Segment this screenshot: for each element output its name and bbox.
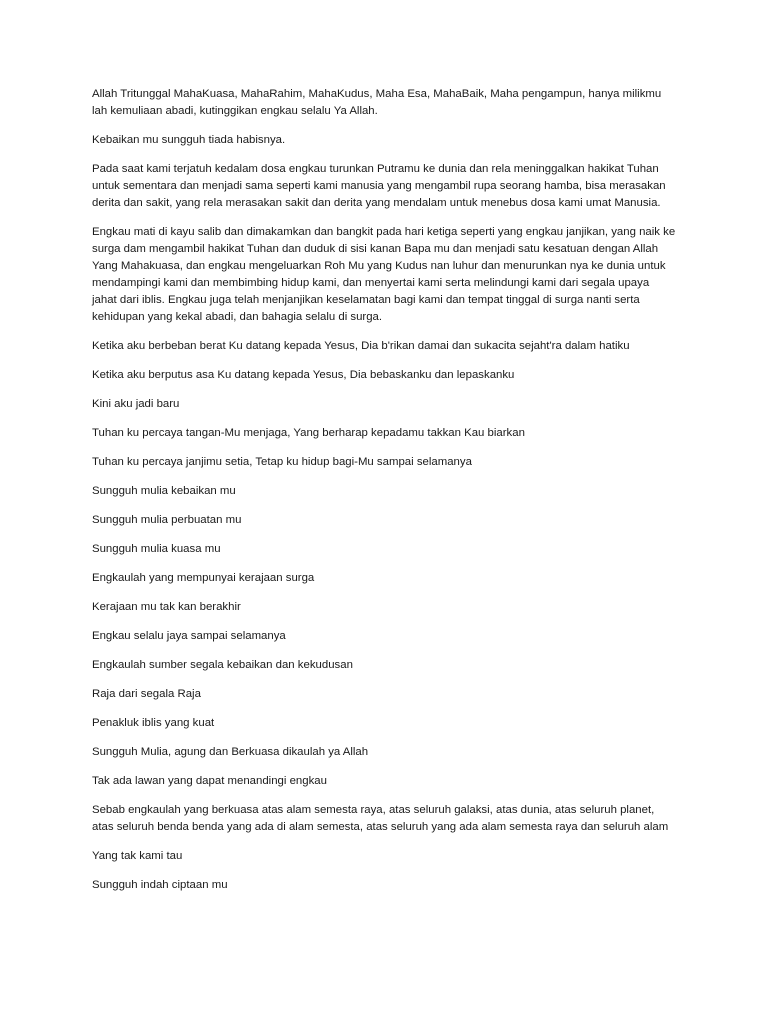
paragraph: Ketika aku berputus asa Ku datang kepada Yesus, Dia bebaskanku dan lepaskanku bbox=[92, 369, 515, 381]
paragraph: Sungguh mulia kuasa mu bbox=[92, 543, 221, 555]
paragraph: Kini aku jadi baru bbox=[92, 398, 180, 410]
paragraph: Engkau mati di kayu salib dan dimakamkan dan bangkit pada hari ketiga seperti yang engkau janjikan, yang naik ke surga dam mengambil hakikat Tuhan dan duduk di sisi kanan Bapa mu dan menjadi satu kesatuan dengan Allah Yang Mahakuasa, dan engkau mengeluarkan Roh Mu yang Kudus nan luhur dan menurunkan nya ke dunia untuk mendampingi kami dan membimbing hidup kami, dan menyertai kami serta melindungi kami dari segala upaya jahat dari iblis. Engkau juga telah menjanjikan keselamatan bagi kami dan tempat tinggal di surga nanti serta kehidupan yang kekal abadi, dan bahagia selalu di surga. bbox=[92, 226, 676, 323]
paragraph: Raja dari segala Raja bbox=[92, 688, 201, 700]
paragraph: Pada saat kami terjatuh kedalam dosa engkau turunkan Putramu ke dunia dan rela meninggalkan hakikat Tuhan untuk sementara dan menjadi sama seperti kami manusia yang mengambil rupa seorang hamba, bisa merasakan derita dan sakit, yang rela merasakan sakit dan derita yang mendalam untuk menebus dosa kami umat Manusia. bbox=[92, 163, 666, 209]
paragraph: Sungguh mulia kebaikan mu bbox=[92, 485, 236, 497]
paragraph: Tuhan ku percaya janjimu setia, Tetap ku hidup bagi-Mu sampai selamanya bbox=[92, 456, 472, 468]
paragraph: Engkau selalu jaya sampai selamanya bbox=[92, 630, 286, 642]
paragraph: Yang tak kami tau bbox=[92, 850, 183, 862]
paragraph: Ketika aku berbeban berat Ku datang kepada Yesus, Dia b'rikan damai dan sukacita sejaht'ra dalam hatiku bbox=[92, 340, 630, 352]
paragraph: Sungguh Mulia, agung dan Berkuasa dikaulah ya Allah bbox=[92, 746, 369, 758]
paragraph: Kerajaan mu tak kan berakhir bbox=[92, 601, 241, 613]
paragraph: Kebaikan mu sungguh tiada habisnya. bbox=[92, 134, 286, 146]
paragraph: Sungguh indah ciptaan mu bbox=[92, 879, 228, 891]
paragraph: Tak ada lawan yang dapat menandingi engkau bbox=[92, 775, 327, 787]
paragraph: Engkaulah sumber segala kebaikan dan kekudusan bbox=[92, 659, 353, 671]
document-body bbox=[92, 86, 676, 906]
paragraph: Allah Tritunggal MahaKuasa, MahaRahim, MahaKudus, Maha Esa, MahaBaik, Maha pengampun, hanya milikmu lah kemuliaan abadi, kutinggikan engkau selalu Ya Allah. bbox=[92, 88, 662, 117]
paragraph: Engkaulah yang mempunyai kerajaan surga bbox=[92, 572, 315, 584]
paragraph: Tuhan ku percaya tangan-Mu menjaga, Yang berharap kepadamu takkan Kau biarkan bbox=[92, 427, 525, 439]
paragraph: Sungguh mulia perbuatan mu bbox=[92, 514, 242, 526]
paragraph: Sebab engkaulah yang berkuasa atas alam semesta raya, atas seluruh galaksi, atas dunia, atas seluruh planet, atas seluruh benda benda yang ada di alam semesta, atas seluruh yang ada alam semesta raya dan seluruh alam bbox=[92, 804, 669, 833]
paragraph: Penakluk iblis yang kuat bbox=[92, 717, 215, 729]
